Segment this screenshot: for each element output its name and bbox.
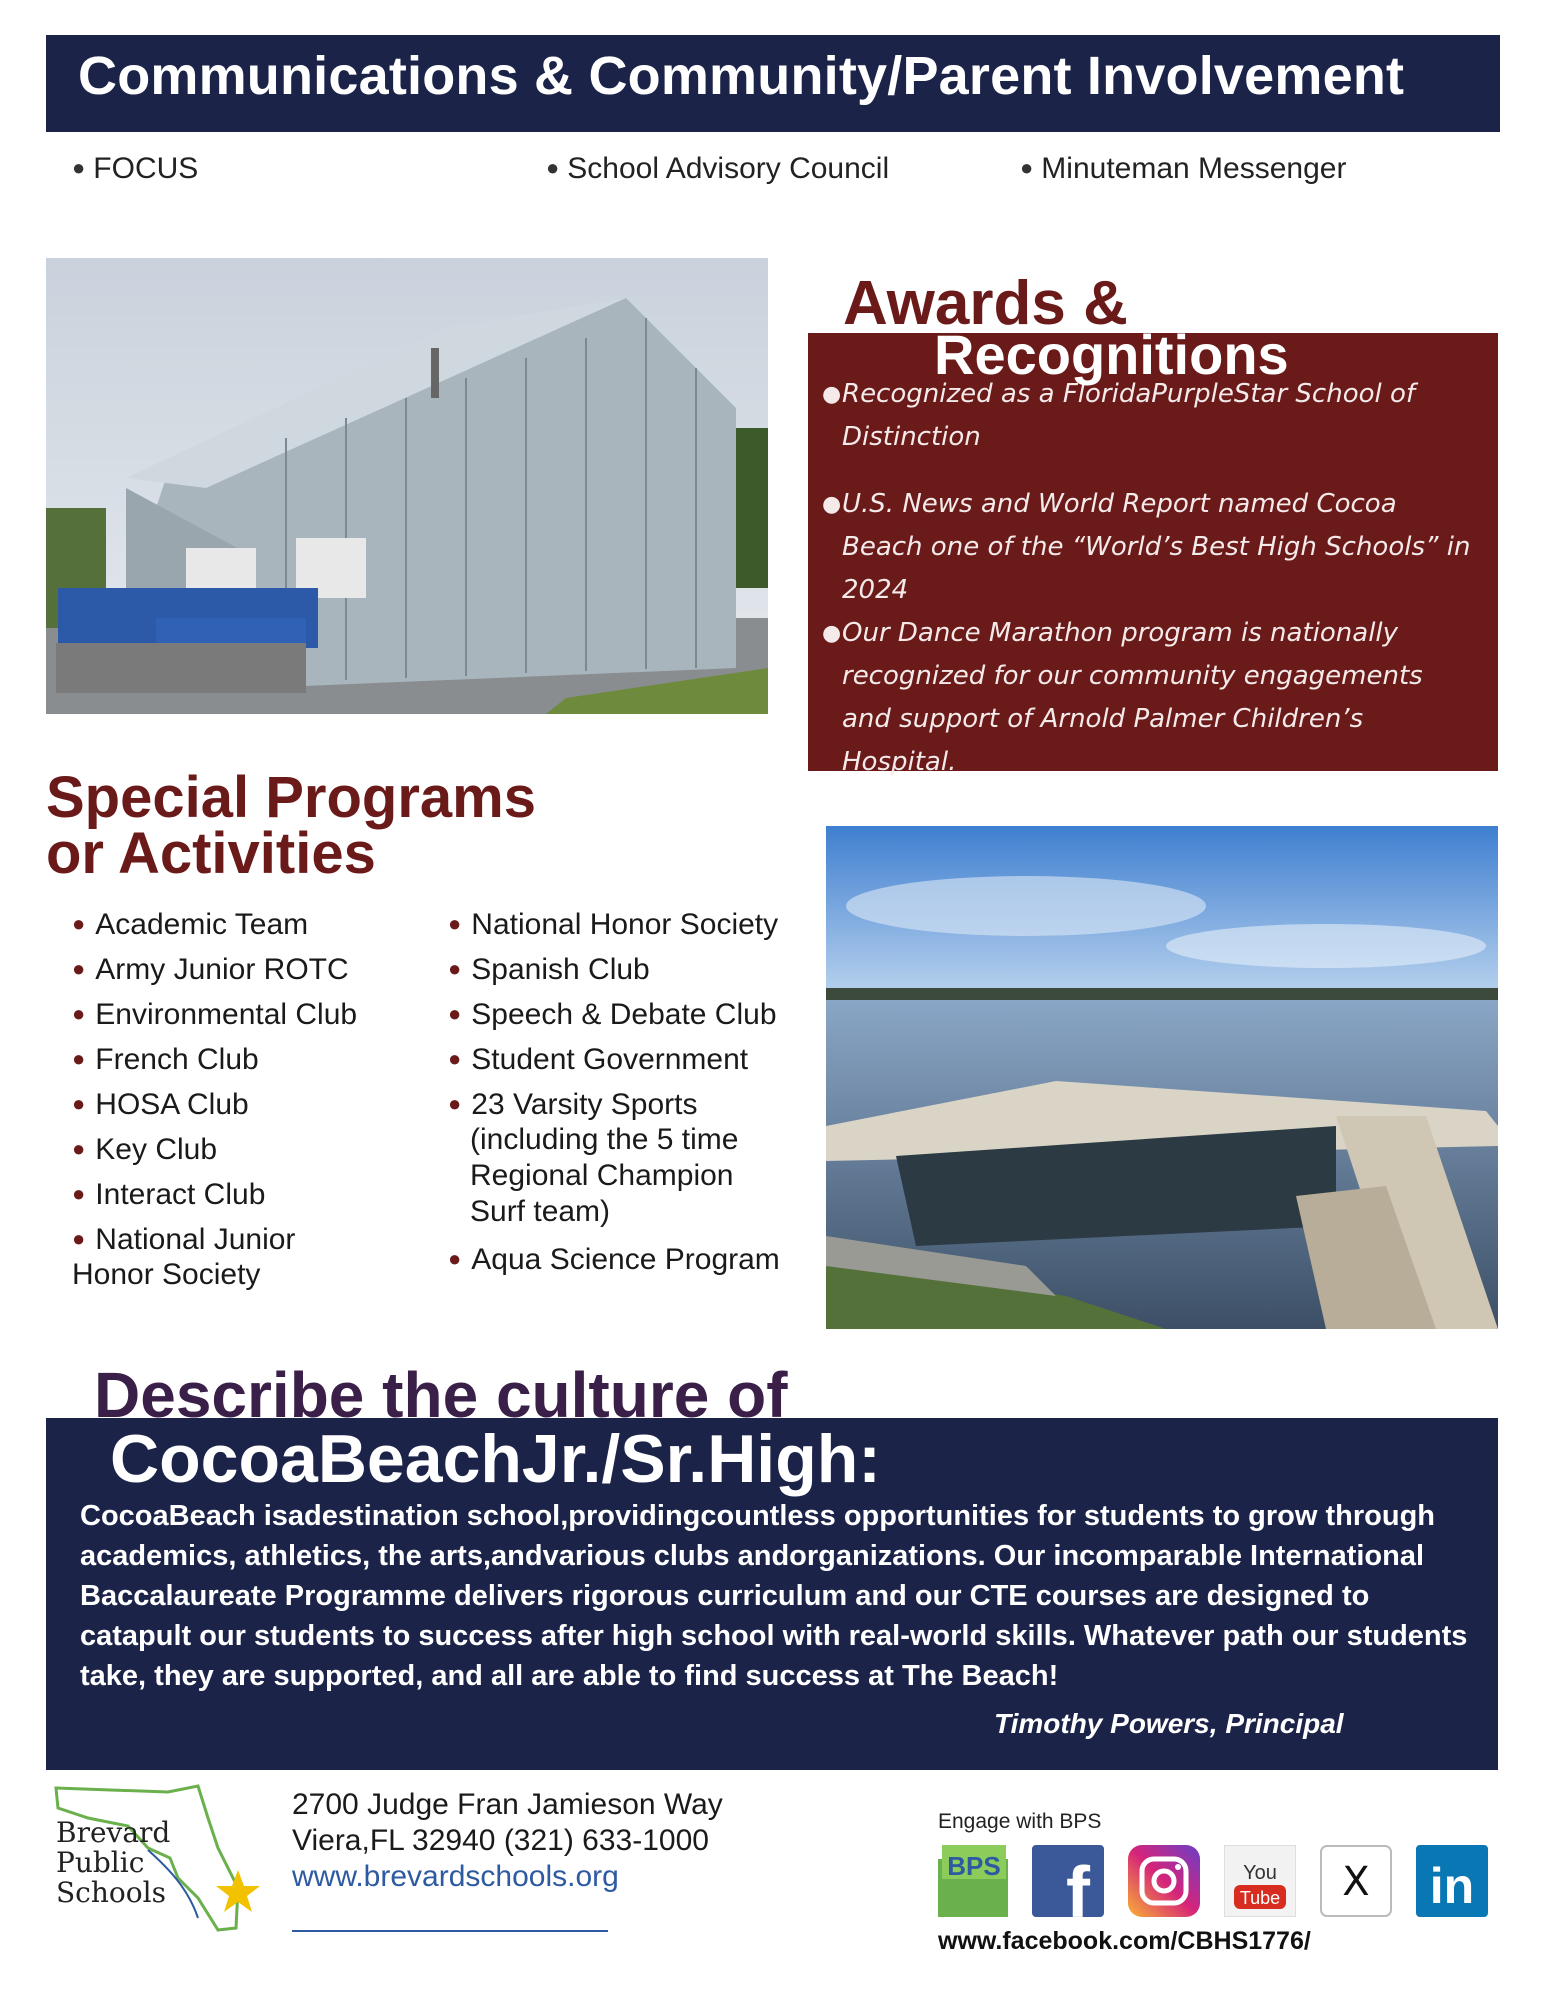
header-title: Communications & Community/Parent Involvement — [78, 46, 1405, 106]
culture-school-name: CocoaBeachJr./Sr.High: — [110, 1421, 881, 1497]
award-item: ● U.S. News and World Report named Cocoa Beach one of the “World’s Best High Schools” in 2024 — [822, 489, 1471, 605]
awards-title: Awards & — [843, 269, 1128, 338]
facebook-url-link[interactable]: www.facebook.com/CBHS1776/ — [938, 1927, 1311, 1955]
program-item: ● French Club — [72, 1043, 259, 1076]
logo-text: Brevard — [56, 1816, 171, 1849]
program-item-cont: Regional Champion — [470, 1159, 734, 1192]
awards-panel — [808, 333, 1498, 777]
program-item-cont: Honor Society — [72, 1258, 261, 1291]
linkedin-icon-text: in — [1429, 1858, 1475, 1914]
award-item: ● Our Dance Marathon program is nationally recognized for our community engagements and support of Arnold Palmer Children’s Hospital. — [822, 618, 1423, 777]
principal-signature: Timothy Powers, Principal — [994, 1708, 1344, 1739]
program-item: ● Environmental Club — [72, 998, 358, 1031]
program-item: ● Key Club — [72, 1133, 218, 1166]
program-item: ● Student Government — [448, 1043, 749, 1076]
program-item: ● Aqua Science Program — [448, 1243, 780, 1276]
program-item-cont: Surf team) — [470, 1195, 611, 1228]
program-item: ● Speech & Debate Club — [448, 998, 777, 1031]
website-link[interactable]: www.brevardschools.org — [292, 1860, 619, 1893]
bps-icon[interactable] — [938, 1845, 1010, 1917]
linkedin-icon[interactable] — [1416, 1845, 1488, 1917]
culture-description: CocoaBeach isadestination school,providingcountless opportunities for students to grow through academics, athletics, the arts,andvarious clubs andorganizations. Our incomparable International Baccalaureate Programme delivers rigorous curriculum and our CTE courses are designed to catapult our students to success after high school with real-world skills. Whatever path our students take, they are supported, and all are able to find success at The Beach! — [80, 1500, 1468, 1692]
brevard-logo — [48, 1778, 268, 1938]
culture-title: Describe the culture of — [94, 1359, 788, 1431]
facebook-icon[interactable] — [1032, 1845, 1104, 1917]
program-item: ● National Honor Society — [448, 908, 779, 941]
program-item: ● Academic Team — [72, 908, 309, 941]
youtube-icon-top: You — [1243, 1862, 1277, 1884]
bps-icon-text: BPS — [947, 1851, 1001, 1881]
program-item: ● 23 Varsity Sports — [448, 1088, 698, 1121]
greenhouse-photo — [46, 258, 768, 714]
program-item: ● Interact Club — [72, 1178, 266, 1211]
footer-divider — [292, 1930, 608, 1932]
x-icon-text: X — [1342, 1859, 1370, 1905]
youtube-icon-bottom: Tube — [1239, 1888, 1281, 1908]
program-item-cont: (including the 5 time — [470, 1123, 739, 1156]
comm-item-messenger: ● Minuteman Messenger — [1020, 152, 1347, 185]
facebook-icon-text: f — [1066, 1853, 1090, 1917]
program-item: ● National Junior — [72, 1223, 296, 1256]
engage-label: Engage with BPS — [938, 1810, 1102, 1833]
logo-text: Schools — [56, 1876, 166, 1909]
program-item: ● Army Junior ROTC — [72, 953, 349, 986]
x-icon[interactable] — [1320, 1845, 1392, 1917]
header-banner — [46, 35, 1500, 132]
comm-item-sac: ● School Advisory Council — [546, 152, 890, 185]
awards-subtitle: Recognitions — [934, 323, 1289, 386]
lake-dock-photo — [826, 826, 1498, 1329]
logo-text: Public — [56, 1846, 145, 1879]
instagram-icon[interactable] — [1128, 1845, 1200, 1917]
youtube-icon[interactable] — [1224, 1845, 1296, 1917]
address-line-1: 2700 Judge Fran Jamieson Way — [292, 1788, 723, 1821]
program-item: ● Spanish Club — [448, 953, 650, 986]
award-item: ● Recognized as a FloridaPurpleStar School of Distinction — [822, 379, 1416, 452]
comm-item-focus: ● FOCUS — [72, 152, 199, 185]
program-item: ● HOSA Club — [72, 1088, 249, 1121]
programs-title: Special Programs or Activities — [46, 765, 536, 886]
address-line-2: Viera,FL 32940 (321) 633-1000 — [292, 1824, 709, 1857]
